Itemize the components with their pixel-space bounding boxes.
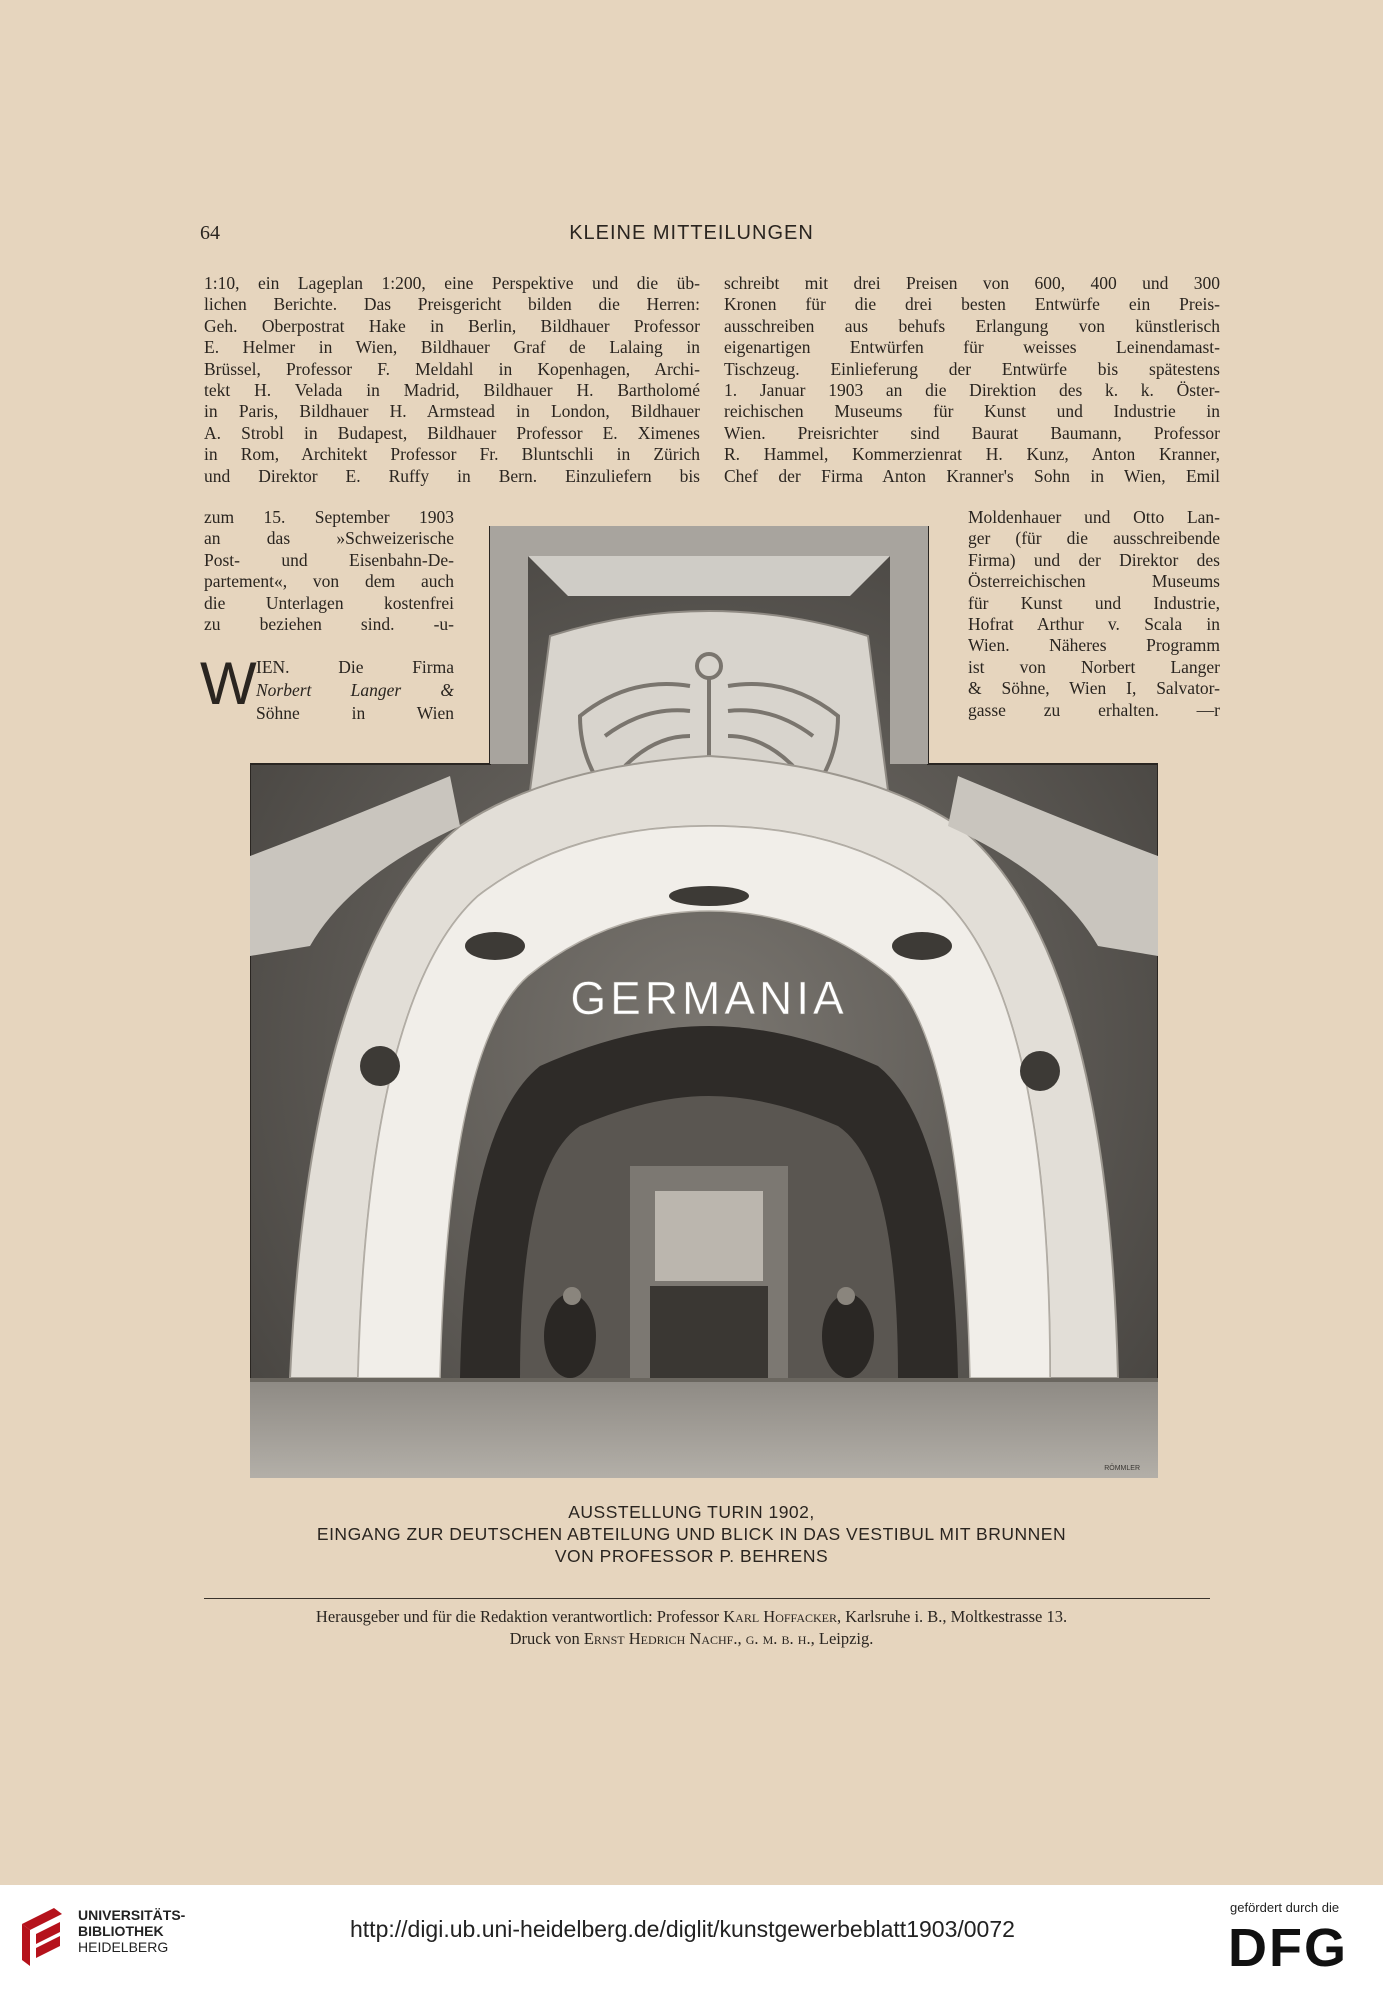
text-line: R. Hammel, Kommerzienrat H. Kunz, Anton Kranner, <box>724 444 1220 465</box>
text-line: 1. Januar 1903 an die Direktion des k. k. Öster- <box>724 380 1220 401</box>
text-line: ausschreiben aus behufs Erlangung von künstlerisch <box>724 315 1220 336</box>
text-line: zum 15. September 1903 <box>204 507 454 527</box>
library-logo-icon <box>14 1904 70 1970</box>
funding-note: gefördert durch die <box>1230 1900 1340 1915</box>
text-line: partement«, von dem auch <box>204 571 454 592</box>
text-line: und Direktor E. Ruffy in Bern. Einzuliefern bis <box>204 465 700 486</box>
text-line: Norbert Langer & <box>256 679 454 700</box>
footer-divider <box>204 1598 1210 1599</box>
text-line: Hofrat Arthur v. Scala in <box>968 614 1220 635</box>
text-line: ger (für die ausschreibende <box>968 528 1220 549</box>
imprint-editor-name: Karl Hoffacker <box>723 1607 838 1626</box>
page-number: 64 <box>200 222 220 244</box>
text-line: Österreichischen Museums <box>968 571 1220 592</box>
text-line: IEN. Die Firma <box>256 657 454 677</box>
running-header: KLEINE MITTEILUNGEN <box>569 222 814 244</box>
library-line: HEIDELBERG <box>78 1939 169 1955</box>
text-line: in Paris, Bildhauer H. Armstead in London, Bildhauer <box>204 401 700 422</box>
text-line: zu beziehen sind. -u- <box>204 614 454 635</box>
text-line: & Söhne, Wien I, Salvator- <box>968 678 1220 699</box>
imprint-line-1 <box>0 1606 1383 1628</box>
photo-caption <box>0 1501 1383 1567</box>
text-line: Tischzeug. Einlieferung der Entwürfe bis spätestens <box>724 358 1220 379</box>
text-line: ist von Norbert Langer <box>968 656 1220 677</box>
exhibition-photograph <box>250 526 1158 1478</box>
text-line: 1:10, ein Lageplan 1:200, eine Perspektive und die üb- <box>204 273 700 293</box>
drop-cap: W <box>200 650 257 717</box>
germania-inscription: GERMANIA <box>570 972 848 1024</box>
caption-line: VON PROFESSOR P. BEHRENS <box>554 1546 829 1566</box>
permalink[interactable]: http://digi.ub.uni-heidelberg.de/diglit/kunstgewerbeblatt1903/0072 <box>350 1916 1015 1942</box>
imprint-printer-suffix: , Leipzig. <box>810 1629 874 1648</box>
imprint-editor-prefix: Herausgeber und für die Redaktion verantwortlich: Professor <box>315 1607 724 1626</box>
imprint-printer-prefix: Druck von <box>509 1629 584 1648</box>
text-line: Firma) und der Direktor des <box>968 549 1220 570</box>
text-line: lichen Berichte. Das Preisgericht bilden die Herren: <box>204 294 700 315</box>
text-line: gasse zu erhalten. —r <box>968 699 1220 720</box>
text-line: die Unterlagen kostenfrei <box>204 592 454 613</box>
photo-credit: RÖMMLER <box>1104 1465 1140 1472</box>
imprint <box>0 1606 1383 1650</box>
library-line: BIBLIOTHEK <box>78 1923 164 1939</box>
imprint-line-2 <box>0 1628 1383 1650</box>
text-line: Geh. Oberpostrat Hake in Berlin, Bildhauer Professor <box>204 315 700 336</box>
text-line: eigenartigen Entwürfen für weisses Leinendamast- <box>724 337 1220 358</box>
left-column <box>204 273 700 487</box>
text-line: für Kunst und Industrie, <box>968 592 1220 613</box>
text-line: Chef der Firma Anton Kranner's Sohn in Wien, Emil <box>724 465 1220 486</box>
text-line: Brüssel, Professor F. Meldahl in Kopenhagen, Archi- <box>204 358 700 379</box>
text-line: A. Strobl in Budapest, Bildhauer Professor E. Ximenes <box>204 422 700 443</box>
text-line: Wien. Preisrichter sind Baurat Baumann, Professor <box>724 422 1220 443</box>
text-line: Kronen für die drei besten Entwürfe ein Preis- <box>724 294 1220 315</box>
caption-line: EINGANG ZUR DEUTSCHEN ABTEILUNG UND BLICK IN DAS VESTIBUL MIT BRUNNEN <box>316 1524 1067 1544</box>
text-line: schreibt mit drei Preisen von 600, 400 und 300 <box>724 273 1220 293</box>
library-line: UNIVERSITÄTS- <box>78 1907 186 1923</box>
text-line: Wien. Näheres Programm <box>968 635 1220 656</box>
text-line: tekt H. Velada in Madrid, Bildhauer H. Bartholomé <box>204 380 700 401</box>
text-line: reichischen Museums für Kunst und Industrie in <box>724 401 1220 422</box>
text-line: Moldenhauer und Otto Lan- <box>968 507 1220 527</box>
library-name <box>78 1907 185 1955</box>
imprint-printer-name: Ernst Hedrich Nachf., g. m. b. h. <box>583 1629 811 1648</box>
dfg-logo: DFG <box>1228 1918 1348 1978</box>
text-line: in Rom, Architekt Professor Fr. Bluntschli in Zürich <box>204 444 700 465</box>
right-column <box>724 273 1220 487</box>
caption-line: AUSSTELLUNG TURIN 1902, <box>568 1502 815 1522</box>
text-line: an das »Schweizerische <box>204 528 454 549</box>
text-line: Söhne in Wien <box>256 702 454 723</box>
text-line: Post- und Eisenbahn-De- <box>204 549 454 570</box>
imprint-editor-suffix: , Karlsruhe i. B., Moltkestrasse 13. <box>837 1607 1068 1626</box>
text-line: E. Helmer in Wien, Bildhauer Graf de Lalaing in <box>204 337 700 358</box>
